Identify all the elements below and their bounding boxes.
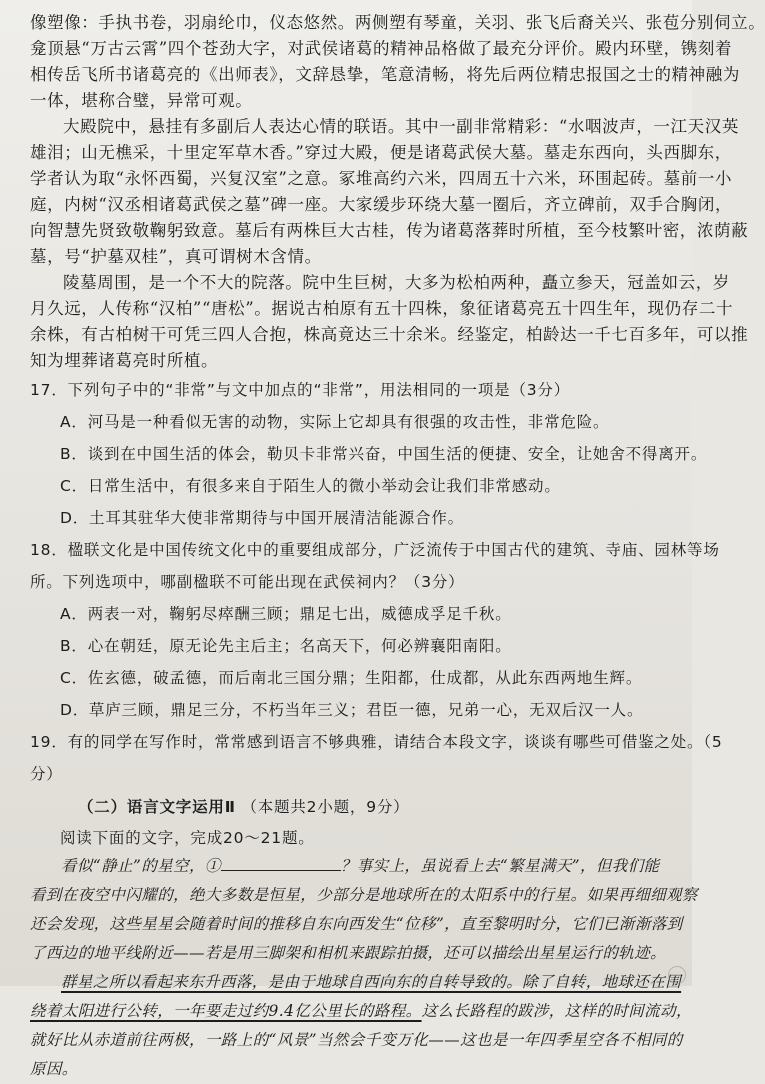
text-line: 一体，堪称合璧，异常可观。 <box>30 91 253 110</box>
underlined-text: 群星之所以看起来东升西落，是由于地球自西向东的自转导致的。除了自转，地球还在围 <box>61 973 682 991</box>
option-b: B．谈到在中国生活的体会，勒贝卡非常兴奋，中国生活的便捷、安全，让她舍不得离开。 <box>60 445 708 463</box>
text-line: 像塑像：手执书卷，羽扇纶巾，仪态悠然。两侧塑有琴童，关羽、张飞后裔关兴、张苞分别伺立。 <box>30 13 765 32</box>
question-17 <box>30 374 708 534</box>
passage-paragraph-2 <box>30 114 749 270</box>
text-line-part: 这么长路程的跋涉，这样的时间流动， <box>421 1002 692 1020</box>
text-line: 余株，有古柏树干可凭三四人合抱，株高竟达三十余米。经鉴定，柏龄达一千七百多年，可以推 <box>30 325 749 344</box>
text-line: 就好比从赤道前往两极，一路上的“风景”当然会千变万化——这也是一年四季星空各不相同的 <box>30 1031 683 1049</box>
question-stem: 分） <box>30 765 63 783</box>
option-a: A．河马是一种看似无害的动物，实际上它却具有很强的攻击性，非常危险。 <box>60 413 610 431</box>
question-stem: 18．楹联文化是中国传统文化中的重要组成部分，广泛流传于中国古代的建筑、寺庙、园林等场 <box>30 541 720 559</box>
text-line: 原因。 <box>30 1060 78 1078</box>
text-line: 看到在夜空中闪耀的，绝大多数是恒星，少部分是地球所在的太阳系中的行星。如果再细细观察 <box>30 886 698 904</box>
text-line: 知为埋葬诸葛亮时所植。 <box>30 351 219 370</box>
option-d: D．土耳其驻华大使非常期待与中国开展清洁能源合作。 <box>60 509 464 527</box>
section-note: （本题共2小题，9分） <box>241 798 410 816</box>
text-line: 庭，内树“汉丞相诸葛武侯之墓”碑一座。大家缓步环绕大墓一圈后，齐立碑前，双手合胸闭， <box>30 195 733 214</box>
option-b: B．心在朝廷，原无论先主后主；名高天下，何必辨襄阳南阳。 <box>60 637 512 655</box>
text-line: 还会发现，这些星星会随着时间的推移自东向西发生“位移”，直至黎明时分，它们已渐渐落到 <box>30 915 683 933</box>
watermark-icon <box>668 966 686 984</box>
option-c: C．佐玄德，破孟德，而后南北三国分鼎；生阳都，仕成都，从此东西两地生辉。 <box>60 669 643 687</box>
passage-2 <box>30 852 698 1084</box>
text-line: 陵墓周围，是一个不大的院落。院中生巨树，大多为松柏两种，矗立参天，冠盖如云，岁 <box>63 273 730 292</box>
option-c: C．日常生活中，有很多来自于陌生人的微小举动会让我们非常感动。 <box>60 477 561 495</box>
passage-paragraph-3 <box>30 270 749 374</box>
question-stem: 17．下列句子中的“非常”与文中加点的“非常”，用法相同的一项是（3分） <box>30 381 571 399</box>
section-heading <box>30 790 678 824</box>
text-line-part: ？事实上，虽说看上去“繁星满天”，但我们能 <box>340 857 660 875</box>
text-line: 月久远，人传称“汉柏”“唐松”。据说古柏原有五十四株，象征诸葛亮五十四生年，现仍存二十 <box>30 299 734 318</box>
question-stem: 所。下列选项中，哪副楹联不可能出现在武侯祠内？（3分） <box>30 573 465 591</box>
text-line: 大殿院中，悬挂有多副后人表达心情的联语。其中一副非常精彩：“水咽波声，一江天汉英 <box>63 117 739 136</box>
text-line <box>30 997 692 1026</box>
passage-paragraph-1 <box>30 10 765 114</box>
text-line <box>30 968 682 997</box>
section-instruction: 阅读下面的文字，完成20～21题。 <box>60 829 315 847</box>
question-19 <box>30 726 723 790</box>
text-line <box>30 852 678 881</box>
underlined-text: 绕着太阳进行公转，一年要走过约9.4亿公里长的路程。 <box>30 1002 422 1020</box>
text-line: 了西边的地平线附近——若是用三脚架和相机来跟踪拍摄，还可以描绘出星星运行的轨迹。 <box>30 944 667 962</box>
text-line: 墓，号“护墓双桂”，真可谓树木含情。 <box>30 247 322 266</box>
text-line: 雄泪；山无樵采，十里定军草木香。”穿过大殿，便是诸葛武侯大墓。墓走东西向，头西脚东， <box>30 143 732 162</box>
text-line: 相传岳飞所书诸葛亮的《出师表》，文辞恳挚，笔意清畅，将先后两位精忠报国之士的精神融为 <box>30 65 740 84</box>
question-18 <box>30 534 720 726</box>
option-a: A．两表一对，鞠躬尽瘁酬三顾；鼎足七出，威德成孚足千秋。 <box>60 605 512 623</box>
section-title: （二）语言文字运用Ⅱ <box>78 798 236 816</box>
text-line: 龛顶悬“万古云霄”四个苍劲大字，对武侯诸葛的精神品格做了最充分评价。殿内环壁，镌刻着 <box>30 39 733 58</box>
text-line: 学者认为取“永怀西蜀，兴复汉室”之意。冢堆高约六米，四周五十六米，环围起砖。墓前一小 <box>30 169 733 188</box>
answer-blank-1[interactable] <box>221 854 341 871</box>
question-stem: 19．有的同学在写作时，常常感到语言不够典雅，请结合本段文字，谈谈有哪些可借鉴之处。（5 <box>30 733 723 751</box>
option-d: D．草庐三顾，鼎足三分，不朽当年三义；君臣一德，兄弟一心，无双后汉一人。 <box>60 701 644 719</box>
text-line: 向智慧先贤致敬鞠躬致意。墓后有两株巨大古桂，传为诸葛落葬时所植，至今枝繁叶密，浓荫蔽 <box>30 221 749 240</box>
text-line-part: 看似“静止”的星空，① <box>61 857 221 875</box>
